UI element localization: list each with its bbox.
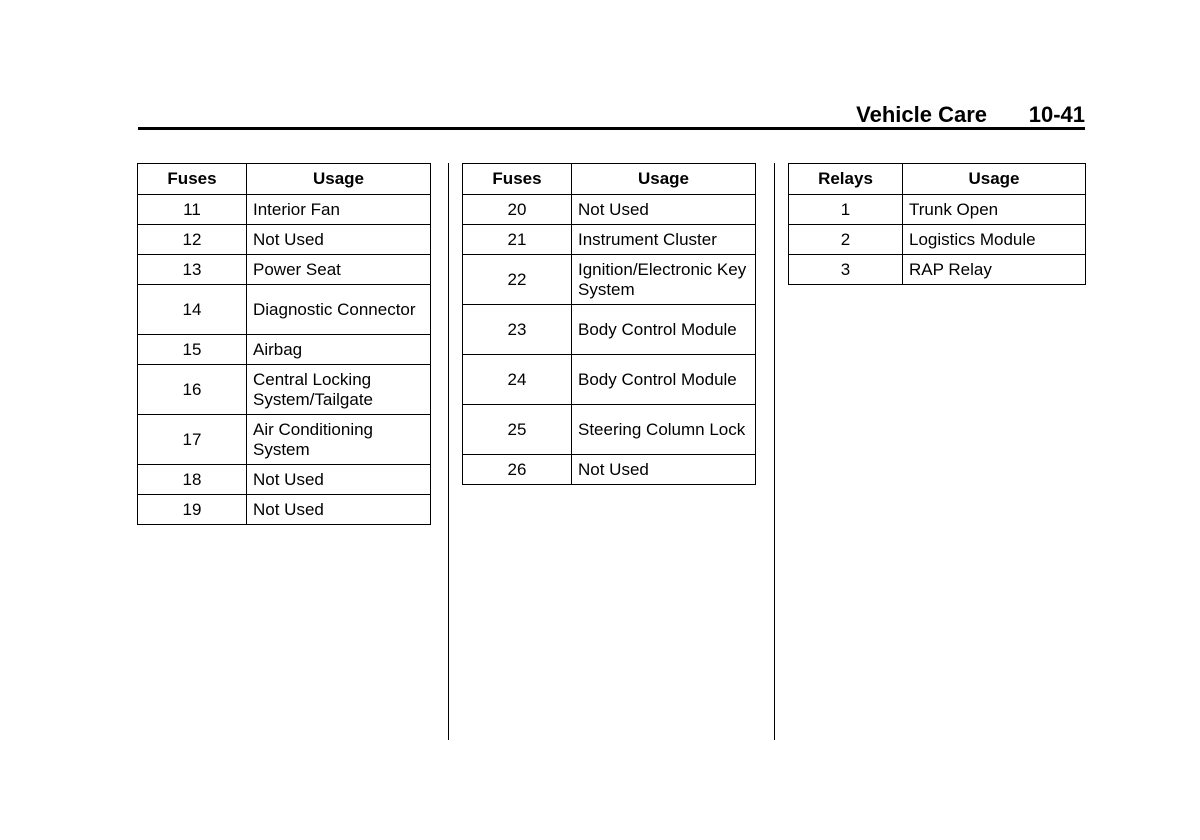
table-row	[138, 415, 431, 465]
column-divider-1	[448, 163, 449, 740]
fuse-usage: Interior Fan	[247, 195, 431, 225]
fuse-number: 14	[138, 285, 247, 335]
table-row	[463, 355, 756, 405]
table-row	[138, 285, 431, 335]
fuse-table-2	[462, 163, 756, 485]
table-row	[789, 225, 1086, 255]
column-header-relays: Relays	[789, 164, 903, 195]
table-row	[463, 405, 756, 455]
fuse-usage: Not Used	[572, 455, 756, 485]
fuse-number: 18	[138, 465, 247, 495]
relay-usage: Trunk Open	[903, 195, 1086, 225]
fuse-usage: Airbag	[247, 335, 431, 365]
fuse-number: 16	[138, 365, 247, 415]
fuse-usage: Diagnostic Connector	[247, 285, 431, 335]
table-row	[138, 335, 431, 365]
table-row	[138, 225, 431, 255]
relay-number: 2	[789, 225, 903, 255]
fuse-usage: Ignition/Electronic Key System	[572, 255, 756, 305]
table-row	[463, 455, 756, 485]
fuse-usage: Body Control Module	[572, 355, 756, 405]
fuse-table-1	[137, 163, 431, 525]
relay-usage: Logistics Module	[903, 225, 1086, 255]
table-row	[138, 195, 431, 225]
table-row	[138, 465, 431, 495]
page-number: 10-41	[1028, 102, 1085, 127]
fuse-usage: Not Used	[247, 225, 431, 255]
fuse-number: 15	[138, 335, 247, 365]
table-row	[463, 305, 756, 355]
table-row	[138, 495, 431, 525]
page-header	[138, 100, 1085, 130]
fuse-usage: Not Used	[247, 495, 431, 525]
fuse-number: 23	[463, 305, 572, 355]
fuse-number: 21	[463, 225, 572, 255]
column-divider-2	[774, 163, 775, 740]
fuse-usage: Air Conditioning System	[247, 415, 431, 465]
table-row	[138, 255, 431, 285]
fuse-usage: Not Used	[572, 195, 756, 225]
relay-number: 1	[789, 195, 903, 225]
fuse-usage: Central Locking System/Tailgate	[247, 365, 431, 415]
section-title: Vehicle Care	[856, 102, 987, 127]
relay-table	[788, 163, 1086, 285]
relay-number: 3	[789, 255, 903, 285]
relay-usage: RAP Relay	[903, 255, 1086, 285]
fuse-number: 24	[463, 355, 572, 405]
column-header-usage: Usage	[903, 164, 1086, 195]
fuse-number: 17	[138, 415, 247, 465]
column-header-fuses: Fuses	[463, 164, 572, 195]
column-header-fuses: Fuses	[138, 164, 247, 195]
fuse-number: 22	[463, 255, 572, 305]
fuse-number: 11	[138, 195, 247, 225]
fuse-number: 12	[138, 225, 247, 255]
fuse-usage: Not Used	[247, 465, 431, 495]
column-header-usage: Usage	[572, 164, 756, 195]
table-row	[463, 255, 756, 305]
table-row	[789, 255, 1086, 285]
table-row	[463, 225, 756, 255]
fuse-number: 26	[463, 455, 572, 485]
table-row	[463, 195, 756, 225]
fuse-number: 13	[138, 255, 247, 285]
fuse-number: 25	[463, 405, 572, 455]
fuse-usage: Instrument Cluster	[572, 225, 756, 255]
fuse-usage: Power Seat	[247, 255, 431, 285]
column-header-usage: Usage	[247, 164, 431, 195]
fuse-number: 19	[138, 495, 247, 525]
table-row	[789, 195, 1086, 225]
table-row	[138, 365, 431, 415]
fuse-usage: Body Control Module	[572, 305, 756, 355]
fuse-usage: Steering Column Lock	[572, 405, 756, 455]
fuse-number: 20	[463, 195, 572, 225]
